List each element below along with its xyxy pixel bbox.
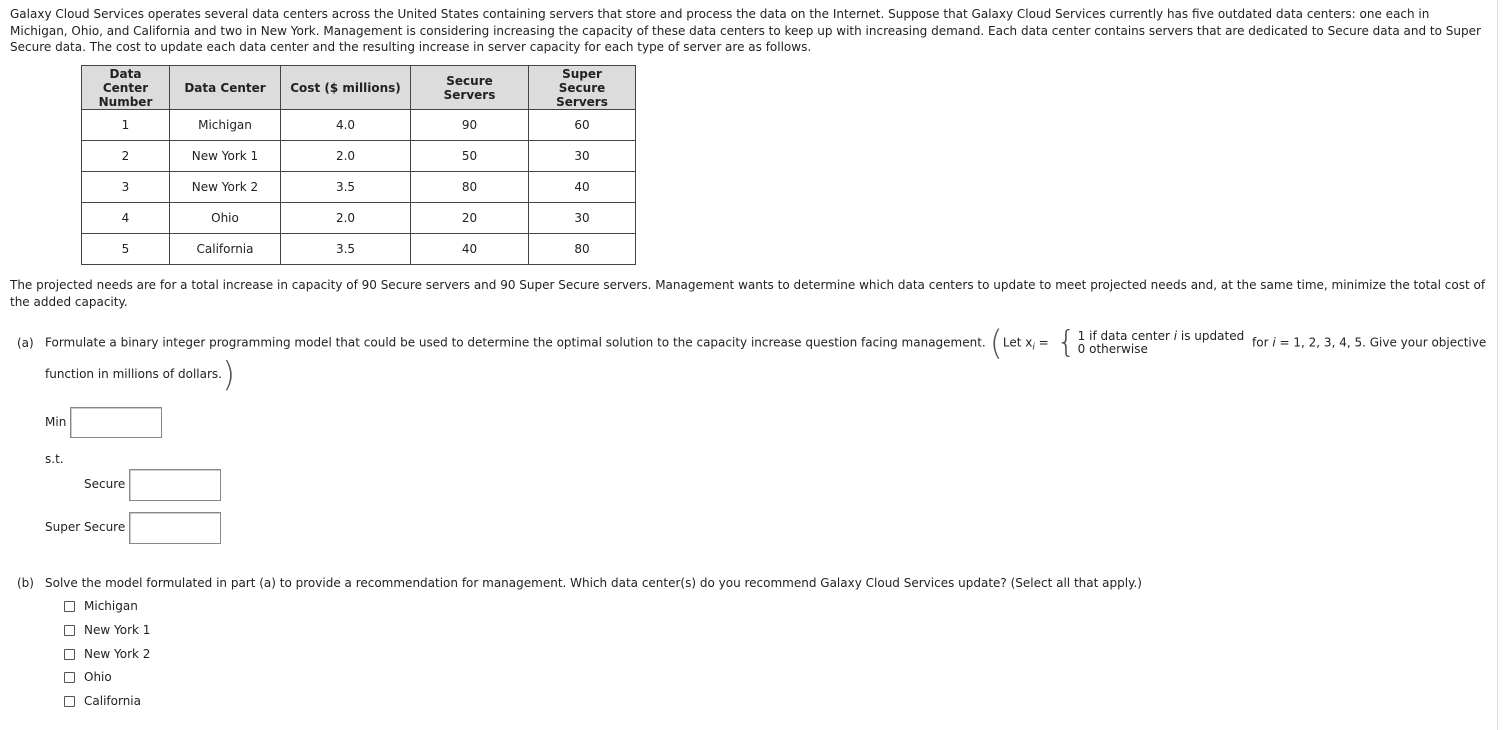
cell-cost: 4.0 bbox=[281, 110, 411, 141]
problem-intro: Galaxy Cloud Services operates several data centers across the United States containing servers that store and process the data on the Internet. Suppose that Galaxy Cloud Services currently has five outdated data centers: one each in Michigan, Ohio, and California and two in New York. Management is considering increasing the capacity of these data centers to keep up with increasing demand. Each data center contains servers that are dedicated to Secure data and to Super Secure data. The cost to update each data center and the resulting increase in server capacity for each type of server are as follows. bbox=[10, 7, 1481, 54]
objective-units-text: function in millions of dollars. bbox=[45, 367, 222, 381]
cell-super-secure: 80 bbox=[529, 234, 636, 265]
part-b-text: Solve the model formulated in part (a) to provide a recommendation for management. Which data center(s) do you recommend Galaxy Cloud Services update? (Select all that apply.) bbox=[45, 576, 1142, 590]
option-label: New York 2 bbox=[84, 647, 151, 661]
cell-secure: 50 bbox=[411, 141, 529, 172]
cell-center: New York 2 bbox=[170, 172, 281, 203]
cell-number: 3 bbox=[82, 172, 170, 203]
part-a-line2 bbox=[45, 355, 236, 395]
table-row bbox=[82, 141, 636, 172]
x-subscript: i bbox=[1032, 342, 1035, 353]
option-label: California bbox=[84, 694, 141, 708]
cell-cost: 3.5 bbox=[281, 172, 411, 203]
cell-secure: 80 bbox=[411, 172, 529, 203]
cell-cost: 2.0 bbox=[281, 141, 411, 172]
cell-secure: 90 bbox=[411, 110, 529, 141]
option-michigan[interactable] bbox=[64, 599, 138, 613]
table-row bbox=[82, 203, 636, 234]
checkbox[interactable] bbox=[64, 625, 75, 636]
binary-definition bbox=[1056, 325, 1245, 360]
header-super-secure: Super Secure Servers bbox=[529, 66, 636, 110]
option-label: Michigan bbox=[84, 599, 138, 613]
cell-super-secure: 30 bbox=[529, 141, 636, 172]
checkbox[interactable] bbox=[64, 601, 75, 612]
open-paren: ( bbox=[989, 323, 1003, 364]
cell-super-secure: 60 bbox=[529, 110, 636, 141]
page-divider bbox=[1497, 0, 1498, 730]
left-brace-icon: { bbox=[1056, 325, 1076, 360]
table-row bbox=[82, 110, 636, 141]
cell-center: New York 1 bbox=[170, 141, 281, 172]
cell-secure: 40 bbox=[411, 234, 529, 265]
super-secure-label: Super Secure bbox=[45, 520, 126, 534]
checkbox[interactable] bbox=[64, 649, 75, 660]
let-x: Let x bbox=[1002, 335, 1033, 350]
secure-label: Secure bbox=[84, 477, 126, 491]
table-header-row bbox=[82, 66, 636, 110]
cell-number: 5 bbox=[82, 234, 170, 265]
part-b-prompt bbox=[17, 576, 1142, 590]
cell-number: 2 bbox=[82, 141, 170, 172]
part-a-prompt bbox=[17, 323, 1487, 364]
super-secure-constraint-input[interactable] bbox=[129, 512, 221, 544]
close-paren: ) bbox=[222, 355, 236, 395]
cell-super-secure: 40 bbox=[529, 172, 636, 203]
option-new-york-1[interactable] bbox=[64, 623, 150, 637]
table-row bbox=[82, 234, 636, 265]
checkbox[interactable] bbox=[64, 696, 75, 707]
part-a-text: Formulate a binary integer programming model that could be used to determine the optimal solution to the capacity increase question facing management. bbox=[45, 335, 986, 350]
projected-needs-text: The projected needs are for a total increase in capacity of 90 Secure servers and 90 Super Secure servers. Management wants to determine which data centers to update to meet projected needs and, at the same time, minimize the total cost of the added capacity. bbox=[10, 278, 1486, 309]
part-b-label: (b) bbox=[17, 576, 34, 590]
case-updated: 1 if data center i is updated bbox=[1077, 329, 1245, 343]
st-label: s.t. bbox=[45, 452, 64, 466]
equals-sign: = bbox=[1038, 335, 1049, 350]
cell-secure: 20 bbox=[411, 203, 529, 234]
cell-cost: 3.5 bbox=[281, 234, 411, 265]
cell-center: Michigan bbox=[170, 110, 281, 141]
part-a-label: (a) bbox=[17, 335, 34, 350]
case-otherwise: 0 otherwise bbox=[1077, 342, 1148, 356]
option-new-york-2[interactable] bbox=[64, 647, 150, 661]
cell-super-secure: 30 bbox=[529, 203, 636, 234]
index-range: for i = 1, 2, 3, 4, 5. Give your objective bbox=[1252, 335, 1487, 350]
option-label: Ohio bbox=[84, 670, 112, 684]
data-center-table bbox=[81, 65, 636, 265]
header-center: Data Center bbox=[170, 66, 281, 110]
secure-constraint-input[interactable] bbox=[129, 469, 221, 501]
header-number: Data Center Number bbox=[82, 66, 170, 110]
min-label: Min bbox=[45, 415, 67, 429]
checkbox[interactable] bbox=[64, 672, 75, 683]
option-ohio[interactable] bbox=[64, 670, 112, 684]
option-label: New York 1 bbox=[84, 623, 151, 637]
cell-center: Ohio bbox=[170, 203, 281, 234]
header-cost: Cost ($ millions) bbox=[281, 66, 411, 110]
objective-input[interactable] bbox=[70, 407, 162, 438]
option-california[interactable] bbox=[64, 694, 141, 708]
cell-center: California bbox=[170, 234, 281, 265]
cell-cost: 2.0 bbox=[281, 203, 411, 234]
header-secure: Secure Servers bbox=[411, 66, 529, 110]
table-row bbox=[82, 172, 636, 203]
cell-number: 4 bbox=[82, 203, 170, 234]
cell-number: 1 bbox=[82, 110, 170, 141]
